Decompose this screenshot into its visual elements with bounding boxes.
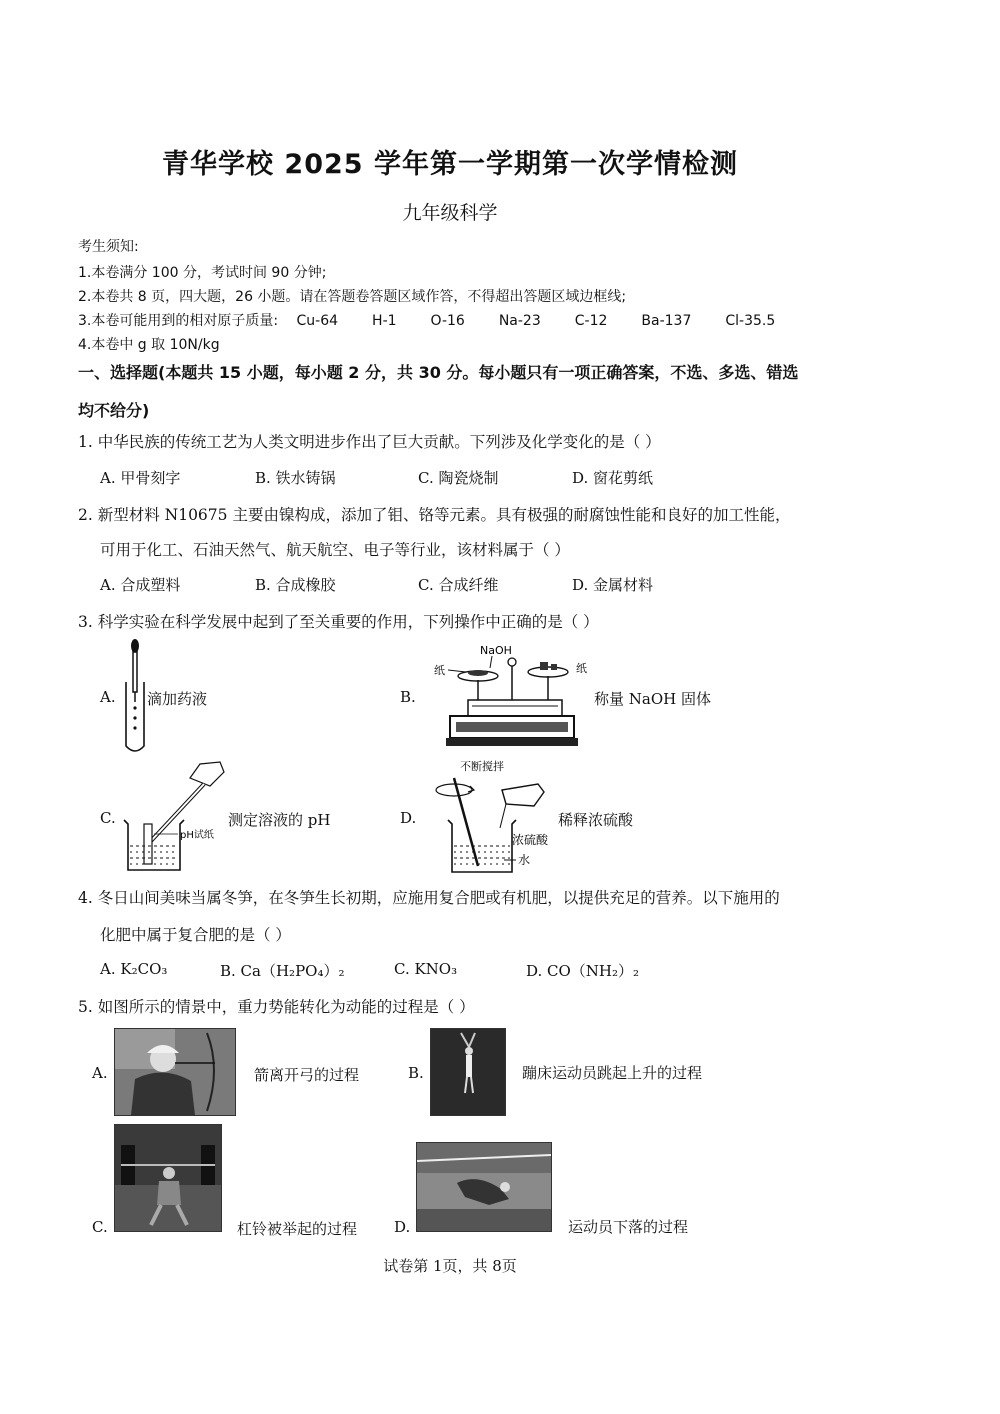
question-4-stem-line-2: 化肥中属于复合肥的是（ ） bbox=[100, 926, 291, 944]
atomic-mass: H-1 bbox=[372, 313, 397, 329]
balance-scale-figure bbox=[432, 640, 592, 750]
question-5-option-d-letter: D. bbox=[394, 1218, 411, 1236]
notice-heading: 考生须知: bbox=[78, 239, 139, 255]
paper-left-label: 纸 bbox=[434, 664, 445, 677]
question-5-option-b-text: 蹦床运动员跳起上升的过程 bbox=[522, 1064, 703, 1082]
question-2-option-c: C. 合成纤维 bbox=[418, 576, 499, 594]
question-3-option-c-letter: C. bbox=[100, 809, 116, 827]
question-5-option-d-text: 运动员下落的过程 bbox=[568, 1218, 689, 1236]
question-3-option-d-letter: D. bbox=[400, 809, 417, 827]
question-5-stem: 5. 如图所示的情景中，重力势能转化为动能的过程是（ ） bbox=[78, 998, 475, 1016]
water-label: 水 bbox=[518, 853, 531, 867]
question-2-stem-line-2: 可用于化工、石油天然气、航天航空、电子等行业，该材料属于（ ） bbox=[100, 541, 570, 559]
exam-title: 青华学校 2025 学年第一学期第一次学情检测 bbox=[162, 149, 738, 180]
question-5-option-a-letter: A. bbox=[92, 1064, 108, 1082]
question-3-option-a-letter: A. bbox=[100, 688, 116, 706]
falling-athlete-photo bbox=[416, 1142, 552, 1232]
question-4-option-a: A. K₂CO₃ bbox=[100, 960, 168, 978]
question-1-option-d: D. 窗花剪纸 bbox=[572, 469, 654, 487]
page-footer: 试卷第 1页，共 8页 bbox=[383, 1257, 517, 1275]
section-heading-line-1: 一、选择题(本题共 15 小题，每小题 2 分，共 30 分。每小题只有一项正确答案，不选、多选、错选 bbox=[78, 363, 799, 382]
notice-item-1: 1.本卷满分 100 分，考试时间 90 分钟; bbox=[78, 265, 327, 281]
question-4-option-c: C. KNO₃ bbox=[394, 960, 458, 978]
question-2-option-b: B. 合成橡胶 bbox=[255, 576, 336, 594]
question-5-option-c-letter: C. bbox=[92, 1218, 108, 1236]
ph-test-figure bbox=[120, 758, 228, 878]
archery-photo bbox=[114, 1028, 236, 1116]
question-1-option-a: A. 甲骨刻字 bbox=[100, 469, 181, 487]
ph-paper-label: pH试纸 bbox=[180, 830, 214, 841]
question-1-option-b: B. 铁水铸锅 bbox=[255, 469, 336, 487]
atomic-mass: Cu-64 bbox=[296, 313, 339, 329]
notice-item-3 bbox=[78, 310, 809, 330]
question-4-option-d: D. CO（NH₂）₂ bbox=[526, 962, 640, 980]
dilute-acid-figure bbox=[430, 756, 556, 878]
stir-label: 不断搅拌 bbox=[460, 760, 504, 773]
atomic-mass: C-12 bbox=[574, 313, 608, 329]
question-3-option-a-text: 滴加药液 bbox=[147, 690, 208, 708]
naoh-label: NaOH bbox=[480, 644, 512, 657]
notice-item-4: 4.本卷中 g 取 10N/kg bbox=[78, 337, 220, 353]
question-5-option-b-letter: B. bbox=[408, 1064, 424, 1082]
question-3-option-c-text: 测定溶液的 pH bbox=[228, 811, 331, 829]
question-3-option-b-letter: B. bbox=[400, 688, 416, 706]
atomic-masses bbox=[297, 313, 810, 329]
question-1-option-c: C. 陶瓷烧制 bbox=[418, 469, 499, 487]
question-1-stem: 1. 中华民族的传统工艺为人类文明进步作出了巨大贡献。下列涉及化学变化的是（ ） bbox=[78, 433, 661, 451]
question-3-stem: 3. 科学实验在科学发展中起到了至关重要的作用，下列操作中正确的是（ ） bbox=[78, 613, 599, 631]
question-5-option-a-text: 箭离开弓的过程 bbox=[254, 1066, 360, 1084]
weightlifting-photo bbox=[114, 1124, 222, 1232]
trampoline-photo bbox=[430, 1028, 506, 1116]
question-2-option-a: A. 合成塑料 bbox=[100, 576, 181, 594]
atomic-mass: Cl-35.5 bbox=[725, 313, 776, 329]
section-heading-line-2: 均不给分) bbox=[78, 401, 150, 420]
question-3-option-d-text: 稀释浓硫酸 bbox=[558, 811, 634, 829]
exam-subtitle: 九年级科学 bbox=[402, 202, 498, 224]
question-2-option-d: D. 金属材料 bbox=[572, 576, 654, 594]
atomic-mass: Na-23 bbox=[498, 313, 541, 329]
atomic-mass: Ba-137 bbox=[641, 313, 692, 329]
atomic-mass: O-16 bbox=[430, 313, 465, 329]
concentrated-acid-label: 浓硫酸 bbox=[512, 833, 549, 847]
notice-item-2: 2.本卷共 8 页，四大题，26 小题。请在答题卷答题区域作答，不得超出答题区域边框线; bbox=[78, 289, 627, 305]
question-3-option-b-text: 称量 NaOH 固体 bbox=[594, 690, 711, 708]
paper-right-label: 纸 bbox=[576, 662, 587, 675]
notice-item-3-label: 3.本卷可能用到的相对原子质量: bbox=[78, 313, 279, 329]
question-5-option-c-text: 杠铃被举起的过程 bbox=[237, 1220, 358, 1238]
question-4-stem-line-1: 4. 冬日山间美味当属冬笋，在冬笋生长初期，应施用复合肥或有机肥，以提供充足的营养。以下施用的 bbox=[78, 889, 780, 907]
question-2-stem-line-1: 2. 新型材料 N10675 主要由镍构成，添加了钼、铬等元素。具有极强的耐腐蚀性能和良好的加工性能， bbox=[78, 506, 791, 524]
question-4-option-b: B. Ca（H₂PO₄）₂ bbox=[220, 962, 345, 980]
